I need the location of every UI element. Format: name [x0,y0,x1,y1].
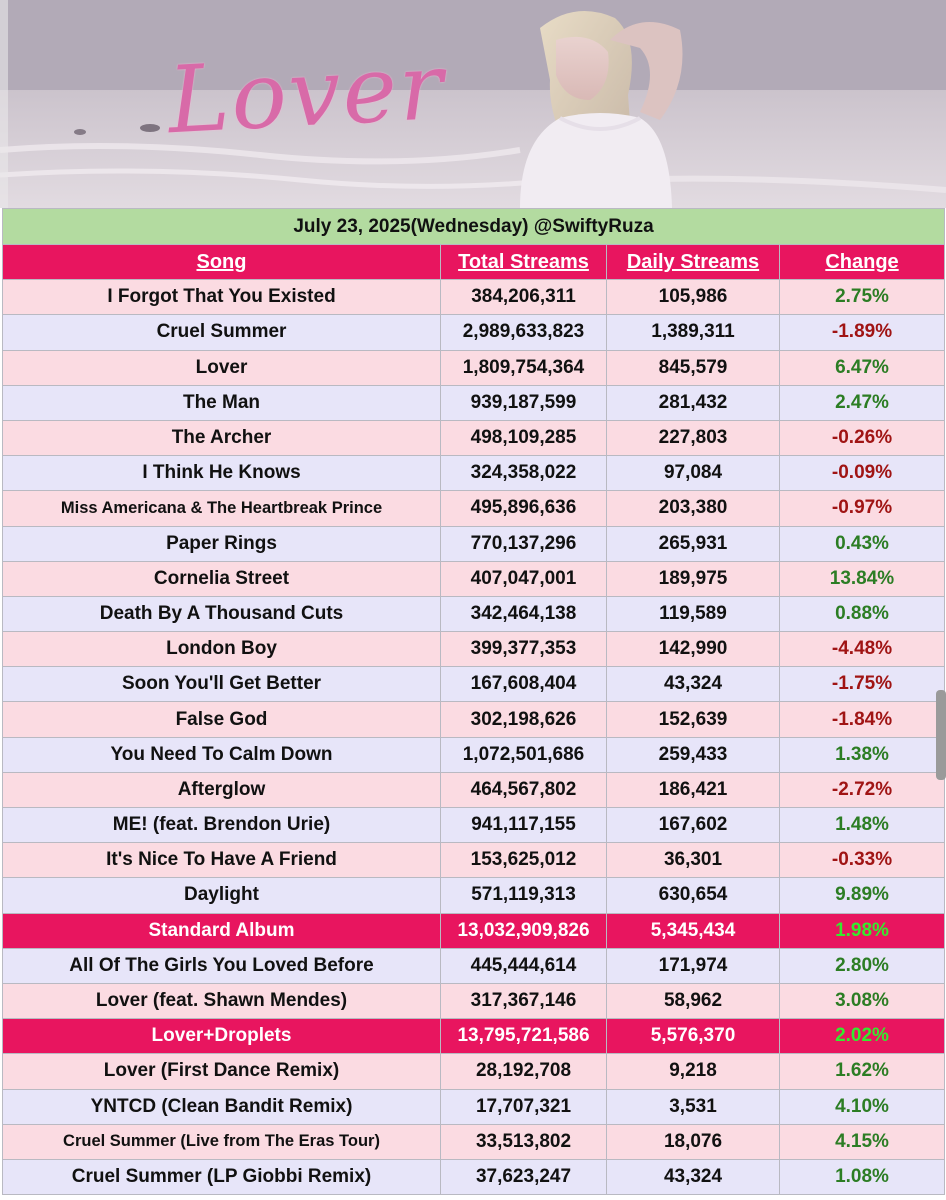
date-header-row [3,209,945,245]
daily-streams-cell: 58,962 [607,983,780,1018]
table-row[interactable] [3,280,945,315]
song-cell: Lover (feat. Shawn Mendes) [3,983,441,1018]
total-streams-cell: 342,464,138 [441,596,607,631]
daily-streams-cell: 142,990 [607,632,780,667]
song-cell: I Forgot That You Existed [3,280,441,315]
total-streams-cell: 1,072,501,686 [441,737,607,772]
daily-streams-cell: 227,803 [607,420,780,455]
change-cell: 6.47% [780,350,945,385]
change-cell: -0.33% [780,843,945,878]
song-cell: The Man [3,385,441,420]
total-streams-cell: 498,109,285 [441,420,607,455]
column-header-change[interactable]: Change [780,245,945,280]
scrollbar-thumb[interactable] [936,690,946,780]
change-cell: 0.88% [780,596,945,631]
change-cell: 4.10% [780,1089,945,1124]
total-streams-cell: 941,117,155 [441,808,607,843]
total-streams-cell: 37,623,247 [441,1159,607,1194]
table-row[interactable] [3,702,945,737]
daily-streams-cell: 845,579 [607,350,780,385]
daily-streams-cell: 167,602 [607,808,780,843]
total-streams-cell: 167,608,404 [441,667,607,702]
lover-logo: Lover [165,32,448,155]
total-streams-cell: 407,047,001 [441,561,607,596]
table-row[interactable] [3,315,945,350]
song-cell: Soon You'll Get Better [3,667,441,702]
column-header-daily[interactable]: Daily Streams [607,245,780,280]
change-cell: -2.72% [780,772,945,807]
table-row[interactable] [3,561,945,596]
table-row[interactable] [3,983,945,1018]
song-cell: Lover+Droplets [3,1019,441,1054]
table-row[interactable] [3,456,945,491]
total-streams-cell: 445,444,614 [441,948,607,983]
change-cell: 2.75% [780,280,945,315]
change-cell: 13.84% [780,561,945,596]
table-row[interactable] [3,596,945,631]
change-cell: 1.62% [780,1054,945,1089]
table-row[interactable] [3,878,945,913]
column-header-row [3,245,945,280]
song-cell: I Think He Knows [3,456,441,491]
table-row[interactable] [3,350,945,385]
change-cell: -0.26% [780,420,945,455]
total-streams-cell: 302,198,626 [441,702,607,737]
song-cell: Standard Album [3,913,441,948]
total-streams-cell: 28,192,708 [441,1054,607,1089]
daily-streams-cell: 5,345,434 [607,913,780,948]
song-cell: Cornelia Street [3,561,441,596]
change-cell: 1.38% [780,737,945,772]
song-cell: YNTCD (Clean Bandit Remix) [3,1089,441,1124]
table-row[interactable] [3,808,945,843]
change-cell: -1.75% [780,667,945,702]
change-cell: 0.43% [780,526,945,561]
table-row[interactable] [3,420,945,455]
table-row[interactable] [3,772,945,807]
change-cell: 1.98% [780,913,945,948]
table-row[interactable] [3,843,945,878]
song-cell: London Boy [3,632,441,667]
table-row[interactable] [3,737,945,772]
subtotal-row[interactable] [3,1019,945,1054]
total-streams-cell: 13,795,721,586 [441,1019,607,1054]
song-cell: Cruel Summer (Live from The Eras Tour) [3,1124,441,1159]
total-streams-cell: 464,567,802 [441,772,607,807]
song-cell: ME! (feat. Brendon Urie) [3,808,441,843]
daily-streams-cell: 1,389,311 [607,315,780,350]
change-cell: -1.89% [780,315,945,350]
daily-streams-cell: 97,084 [607,456,780,491]
total-streams-cell: 17,707,321 [441,1089,607,1124]
change-cell: 4.15% [780,1124,945,1159]
banner-art [0,0,946,208]
change-cell: 2.47% [780,385,945,420]
total-streams-cell: 939,187,599 [441,385,607,420]
daily-streams-cell: 3,531 [607,1089,780,1124]
daily-streams-cell: 203,380 [607,491,780,526]
total-streams-cell: 770,137,296 [441,526,607,561]
song-cell: It's Nice To Have A Friend [3,843,441,878]
total-streams-cell: 317,367,146 [441,983,607,1018]
total-streams-cell: 495,896,636 [441,491,607,526]
total-streams-cell: 384,206,311 [441,280,607,315]
song-cell: Paper Rings [3,526,441,561]
change-cell: 2.80% [780,948,945,983]
daily-streams-cell: 9,218 [607,1054,780,1089]
change-cell: 3.08% [780,983,945,1018]
sky-shape [0,0,946,95]
subtotal-row[interactable] [3,913,945,948]
column-header-song[interactable]: Song [3,245,441,280]
total-streams-cell: 2,989,633,823 [441,315,607,350]
table-row[interactable] [3,1089,945,1124]
song-cell: Cruel Summer (LP Giobbi Remix) [3,1159,441,1194]
table-row[interactable] [3,385,945,420]
daily-streams-cell: 105,986 [607,280,780,315]
song-cell: Miss Americana & The Heartbreak Prince [3,491,441,526]
total-streams-cell: 13,032,909,826 [441,913,607,948]
daily-streams-cell: 36,301 [607,843,780,878]
table-row[interactable] [3,1159,945,1194]
table-row[interactable] [3,1124,945,1159]
daily-streams-cell: 5,576,370 [607,1019,780,1054]
daily-streams-cell: 281,432 [607,385,780,420]
song-cell: The Archer [3,420,441,455]
table-row[interactable] [3,632,945,667]
album-banner [0,0,946,208]
song-cell: Afterglow [3,772,441,807]
song-cell: Lover [3,350,441,385]
change-cell: 2.02% [780,1019,945,1054]
daily-streams-cell: 265,931 [607,526,780,561]
rock-shape [140,124,160,132]
daily-streams-cell: 630,654 [607,878,780,913]
daily-streams-cell: 18,076 [607,1124,780,1159]
table-row[interactable] [3,667,945,702]
change-cell: 1.08% [780,1159,945,1194]
change-cell: -4.48% [780,632,945,667]
change-cell: -0.97% [780,491,945,526]
change-cell: -1.84% [780,702,945,737]
total-streams-cell: 571,119,313 [441,878,607,913]
rock-shape [74,129,86,135]
daily-streams-cell: 119,589 [607,596,780,631]
song-cell: All Of The Girls You Loved Before [3,948,441,983]
daily-streams-cell: 259,433 [607,737,780,772]
total-streams-cell: 1,809,754,364 [441,350,607,385]
daily-streams-cell: 189,975 [607,561,780,596]
total-streams-cell: 153,625,012 [441,843,607,878]
song-cell: You Need To Calm Down [3,737,441,772]
column-header-total[interactable]: Total Streams [441,245,607,280]
total-streams-cell: 33,513,802 [441,1124,607,1159]
change-cell: 9.89% [780,878,945,913]
daily-streams-cell: 43,324 [607,667,780,702]
date-header: July 23, 2025(Wednesday) @SwiftyRuza [3,209,945,245]
table-row[interactable] [3,526,945,561]
change-cell: 1.48% [780,808,945,843]
song-cell: Death By A Thousand Cuts [3,596,441,631]
song-cell: False God [3,702,441,737]
table-row[interactable] [3,491,945,526]
daily-streams-cell: 186,421 [607,772,780,807]
streams-table [2,208,945,1195]
daily-streams-cell: 43,324 [607,1159,780,1194]
total-streams-cell: 399,377,353 [441,632,607,667]
total-streams-cell: 324,358,022 [441,456,607,491]
daily-streams-cell: 171,974 [607,948,780,983]
song-cell: Lover (First Dance Remix) [3,1054,441,1089]
table-row[interactable] [3,1054,945,1089]
daily-streams-cell: 152,639 [607,702,780,737]
table-row[interactable] [3,948,945,983]
song-cell: Cruel Summer [3,315,441,350]
song-cell: Daylight [3,878,441,913]
change-cell: -0.09% [780,456,945,491]
